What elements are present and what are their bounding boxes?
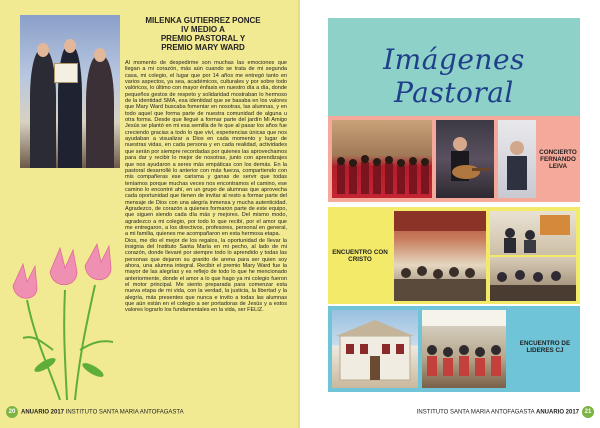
person-figure: [30, 50, 56, 168]
diploma-frame: [54, 63, 78, 83]
award-title: [123, 16, 283, 52]
section-label: CONCIERTO FERNANDO LEIVA: [539, 149, 577, 170]
student-name: MILENKA GUTIERREZ PONCE: [145, 16, 261, 25]
student-class: IV MEDIO A: [181, 25, 225, 34]
gathering-photo: [422, 310, 506, 388]
page-number: 20: [6, 406, 18, 418]
crowd-illustration: [332, 120, 432, 198]
body-paragraph: Al momento de despedirme son muchas las emociones que llegan a mi corazón, más aún cuando se trata de mi segunda casa, mi colegio, el lugar que por 14 años me entregó tanto en varios aspectos, ya sea, académicos, culturales y por sobre todo valóricos, lo último con mayor énfasis en nuestro día a día, donde pequeños gestos de respeto y solidaridad mostraban lo hermoso de la identidad SMA, esa identidad que se basaba en los valores que Mary Ward buscaba fomentar en nosotras, las alumnas, y en todo aquel que forma parte de nuestra comunidad de alguna u otra forma. Desde que llegué a formar parte del jardín Mi Amigo Jesús se plantó en mi esa semilla de fe que al pasar los años fue creciendo gracias a todo lo que viví, experiencias únicas que nos ayudaban a visualizar a Dios en cada momento y lugar de nuestras vidas, en cada persona y en cada realidad, actividades que serán por siempre recordadas por quienes las aprovechamos para dar y recibir lo mejor de nosotras, junto con aprendizajes que nos ayudaron a seres más empáticas con los demás. En la pastoral desarrollé lo anterior con más fuerza, compartiendo con mis compañeras ese carisma y ganas de servir que todas teníamos porque muchas veces nos encontramos el camino, ese camino lo encontré ahí, en un grupo de alumnas que aprovecha cada oportunidad que tienen de invitar al resto a formar parte del mensaje de Dios con una alegría inmensa y mucha autenticidad. Agradezco, de corazón a quienes formaron parte de este equipo, que siguen siendo cada día más y mejores. Del mismo modo, agradezco a mi colegio, por todo lo que recibí, por el amor que me entregaron, a los directivos, profesores, personal en general, a mi familia, quienes me acompañaron en esta hermosa etapa.: [125, 60, 287, 238]
person-head: [94, 48, 106, 62]
footer-school: INSTITUTO SANTA MARIA ANTOFAGASTA: [416, 409, 536, 416]
building-photo: [332, 310, 418, 388]
person-figure: [86, 56, 114, 168]
singer-photo: [436, 120, 494, 198]
audience-photo: [498, 120, 536, 198]
group-photo-top: [490, 211, 576, 255]
group-seated-illustration: [490, 257, 576, 301]
section-encounter: [328, 207, 580, 304]
section-concert: [328, 116, 580, 202]
award-photo: [20, 15, 120, 168]
audience-illustration: [498, 120, 536, 198]
person-head: [37, 43, 49, 57]
section-label: ENCUENTRO DE LIDERES CJ: [519, 340, 571, 354]
award-name-1: PREMIO PASTORAL Y: [160, 34, 246, 43]
page-number: 21: [582, 406, 594, 418]
page-title: Imágenes Pastoral: [383, 43, 525, 109]
concert-crowd-photo: [332, 120, 432, 198]
group-photo-bottom: [490, 257, 576, 301]
right-page: [300, 0, 600, 428]
footer-yearbook: ANUARIO 2017: [535, 409, 579, 416]
title-band: [328, 18, 580, 116]
body-paragraph: Dios, me dio el mejor de los regalos, la oportunidad de llevar la insignia del Instituto Santa María en mi pecho, al lado de mi corazón, donde llevaré por siempre todo lo aprendido y todas las personas que dejaron su granito de arena para ser quien soy ahora, una alumna integral. Recibir el premio Mary Ward fue la mayor de las alegrías y es reflejo de todo lo que he mencionado anteriormente, donde el amor a lo que hago ya mi colegio fueron el motor principal. Me siento preparada para comenzar esta nueva etapa de mi vida, con la verdad, la justicia, la libertad y la alegría, más presentes que nunca e invito a todas las alumnas que aún están en el colegio a ser portadoras de Jesús y a estos valores lograrlo los fundamentales en la vida, ser FELIZ.: [125, 237, 287, 314]
farewell-text: [125, 60, 287, 314]
award-name-2: PREMIO MARY WARD: [161, 43, 245, 52]
person-head: [64, 39, 76, 53]
assembly-photo: [394, 211, 486, 301]
flowers-illustration: [5, 230, 125, 400]
section-label: ENCUENTRO CON CRISTO: [332, 249, 388, 263]
singer-illustration: [436, 120, 494, 198]
building-illustration: [332, 310, 418, 388]
right-footer: [417, 406, 594, 418]
assembly-illustration: [394, 211, 486, 301]
group-illustration: [490, 211, 576, 255]
footer-school: INSTITUTO SANTA MARIA ANTOFAGASTA: [64, 409, 184, 416]
gathering-illustration: [422, 310, 506, 388]
left-footer: [6, 406, 184, 418]
section-leaders: [328, 306, 580, 392]
footer-yearbook: ANUARIO 2017: [21, 409, 65, 416]
